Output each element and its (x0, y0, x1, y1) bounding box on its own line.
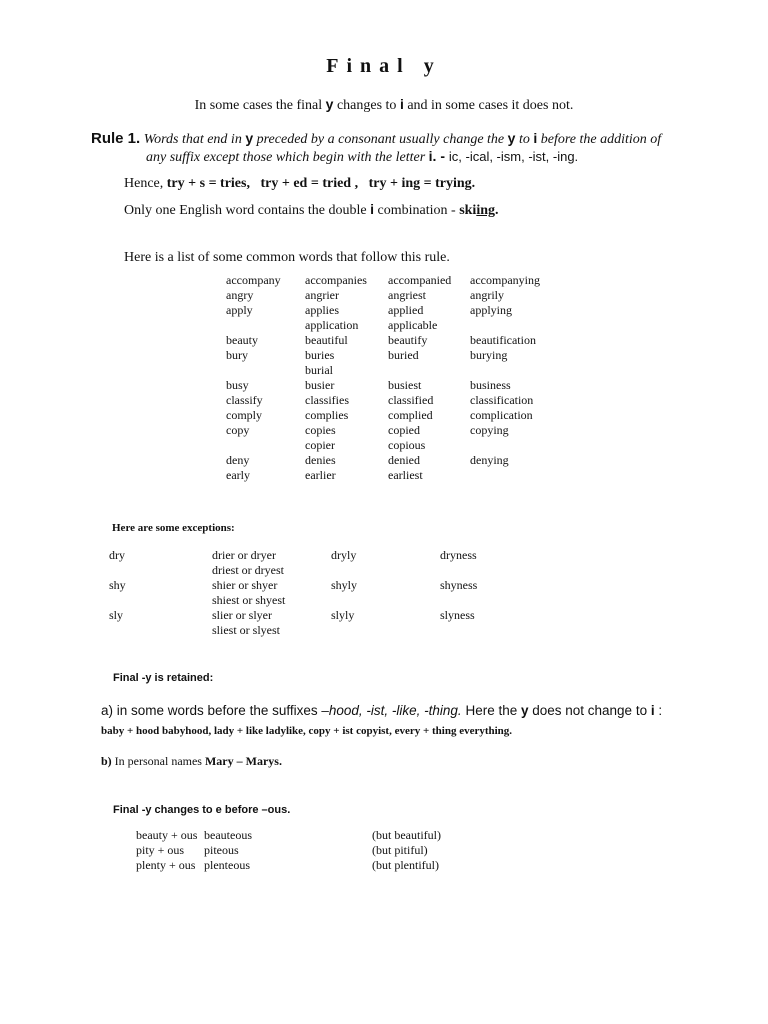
exception-row-cell (331, 593, 440, 608)
page-title: Final y (326, 55, 442, 77)
double-i-letter: i (370, 201, 375, 217)
word-row-cell: earliest (388, 468, 423, 482)
double-i-ski: ski (459, 203, 477, 218)
rule-1-line-1 (91, 130, 661, 148)
word-row-cell (470, 468, 560, 483)
retained-a-mid: Here the (461, 703, 521, 718)
exception-row (109, 563, 520, 578)
list-intro: Here is a list of some common words that follow this rule. (124, 250, 450, 265)
word-row (226, 468, 560, 483)
word-row-cell: beautification (470, 333, 536, 347)
word-row-cell: applies (305, 303, 339, 317)
word-row-cell: business (470, 378, 511, 392)
exception-row-cell: shyness (440, 578, 478, 592)
word-row-cell: copy (226, 423, 250, 437)
exception-row (109, 608, 520, 623)
word-row (226, 363, 560, 378)
word-row-cell: buries (305, 348, 335, 362)
ous-row-cell: plenty + ous (136, 858, 196, 872)
word-row-cell: angry (226, 288, 254, 302)
exceptions-heading: Here are some exceptions: (112, 522, 235, 534)
exception-row (109, 578, 520, 593)
exception-row-cell (331, 623, 440, 638)
hence-example-3: try + ing = trying. (368, 176, 476, 191)
word-row (226, 393, 560, 408)
exception-row-cell (109, 593, 212, 608)
exception-row-cell: dryly (331, 548, 357, 562)
exception-row-cell: sly (109, 608, 124, 622)
rule-1-i1: i (533, 130, 538, 146)
word-row-cell: denied (388, 453, 420, 467)
ous-row-cell: beauty + ous (136, 828, 198, 842)
rule-1-suffixes: ic, -ical, -ism, -ist, -ing. (448, 149, 579, 164)
word-row-cell: applying (470, 303, 512, 317)
word-row (226, 318, 560, 333)
exception-row (109, 593, 520, 608)
exception-row-cell: slyly (331, 608, 355, 622)
hence-example-2: try + ed = tried , (260, 176, 359, 191)
ous-table (136, 828, 472, 873)
intro-y: y (325, 96, 334, 112)
word-row-cell: bury (226, 348, 248, 362)
exception-row-cell: dry (109, 548, 125, 562)
exception-row-cell: shier or shyer (212, 578, 278, 592)
word-row-cell (470, 318, 560, 333)
word-row-cell: busier (305, 378, 335, 392)
retained-heading: Final -y is retained: (113, 672, 214, 684)
word-row-cell: burying (470, 348, 508, 362)
exception-row-cell (440, 623, 520, 638)
word-row (226, 333, 560, 348)
word-row-cell (470, 438, 560, 453)
word-row-cell: classifies (305, 393, 349, 407)
word-row-cell: accompanying (470, 273, 540, 287)
exception-row-cell: slyness (440, 608, 475, 622)
retained-a-mid2: does not change to (528, 703, 651, 718)
word-row-cell: angrier (305, 288, 339, 302)
hence-example-1: try + s = tries, (166, 176, 250, 191)
word-row (226, 303, 560, 318)
retained-a (101, 703, 662, 718)
exception-row-cell: sliest or slyest (212, 623, 280, 637)
word-row-cell: denies (305, 453, 336, 467)
word-row-cell: complied (388, 408, 433, 422)
word-row-cell: busiest (388, 378, 422, 392)
rule-1-text-3: to (515, 132, 534, 147)
word-row (226, 408, 560, 423)
ous-row-cell: (but beautiful) (372, 828, 441, 842)
word-row-cell: burial (305, 363, 333, 377)
word-row (226, 273, 560, 288)
ous-row-cell: plenteous (204, 858, 250, 872)
word-row-cell: applied (388, 303, 424, 317)
word-row-cell: copious (388, 438, 426, 452)
exception-row (109, 548, 520, 563)
word-row-cell: copier (305, 438, 335, 452)
ous-row-cell: beauteous (204, 828, 252, 842)
ous-row (136, 858, 472, 873)
word-row-cell: beautiful (305, 333, 348, 347)
exception-row-cell: shiest or shyest (212, 593, 286, 607)
exception-row-cell: dryness (440, 548, 477, 562)
word-row (226, 348, 560, 363)
hence-prefix: Hence, (124, 176, 167, 191)
ous-row (136, 843, 472, 858)
word-row-cell: angriest (388, 288, 426, 302)
exception-row-cell: slier or slyer (212, 608, 272, 622)
word-row (226, 423, 560, 438)
ous-row-cell: piteous (204, 843, 239, 857)
rule-1-y2: y (507, 130, 516, 146)
rule-1-label: Rule 1. (91, 130, 141, 147)
retained-b-text: In personal names (111, 754, 205, 768)
words-table (226, 273, 560, 483)
rule-1 (91, 130, 661, 166)
word-row-cell: application (305, 318, 359, 332)
word-row-cell (226, 363, 305, 378)
exception-row-cell (440, 593, 520, 608)
double-i-mid: combination - (374, 203, 460, 218)
word-row-cell: beautify (388, 333, 428, 347)
word-row-cell: classification (470, 393, 534, 407)
word-row-cell: apply (226, 303, 253, 317)
ous-row-cell: pity + ous (136, 843, 185, 857)
word-row-cell (226, 318, 305, 333)
word-row-cell: accompanied (388, 273, 452, 287)
rule-1-dash: - (436, 148, 449, 164)
word-row (226, 378, 560, 393)
word-row-cell: applicable (388, 318, 438, 332)
intro-text-a: In some cases the final (194, 98, 326, 113)
exception-row (109, 623, 520, 638)
word-row-cell: complication (470, 408, 533, 422)
double-i-end: . (495, 203, 499, 218)
word-row-cell: early (226, 468, 250, 482)
rule-1-line-2 (91, 148, 661, 166)
rule-1-y1: y (245, 130, 254, 146)
word-row-cell: earlier (305, 468, 336, 482)
intro-text-c: and in some cases it does not. (403, 98, 574, 113)
rule-1-text-1: Words that end in (140, 132, 246, 147)
retained-b (101, 754, 282, 769)
word-row (226, 453, 560, 468)
rule-1-line-2-text: any suffix except those which begin with the letter (146, 150, 429, 165)
ous-row-cell: (but pitiful) (372, 843, 428, 857)
exception-row-cell: drier or dryer (212, 548, 276, 562)
double-i-ing: ing (476, 203, 495, 218)
word-row-cell: beauty (226, 333, 258, 347)
word-row-cell (470, 363, 560, 378)
exception-row-cell: driest or dryest (212, 563, 284, 577)
intro-text-b: changes to (333, 98, 400, 113)
word-row (226, 288, 560, 303)
word-row-cell: copies (305, 423, 336, 437)
word-row-cell: accompanies (305, 273, 367, 287)
exception-row-cell (440, 563, 520, 578)
intro-i: i (399, 96, 404, 112)
word-row-cell: classify (226, 393, 263, 407)
rule-1-text-4: before the addition of (537, 132, 662, 147)
retained-b-names: Mary – Marys. (204, 754, 282, 768)
word-row-cell: copying (470, 423, 509, 437)
exception-row-cell (331, 563, 440, 578)
word-row-cell (226, 438, 305, 453)
word-row-cell: deny (226, 453, 250, 467)
ous-row-cell: (but plentiful) (372, 858, 439, 872)
ous-row (136, 828, 472, 843)
exception-row-cell: shy (109, 578, 126, 592)
retained-a-suffixes: –hood, -ist, -like, -thing. (321, 703, 462, 718)
rule-1-text-2: preceded by a consonant usually change the (253, 132, 508, 147)
word-row-cell: buried (388, 348, 419, 362)
exception-row-cell (109, 563, 212, 578)
retained-a-i: i (650, 703, 655, 718)
double-i-line (124, 201, 499, 219)
retained-a-y: y (520, 703, 529, 718)
retained-a-prefix: a) in some words before the suffixes (101, 703, 322, 718)
retained-a-examples: baby + hood babyhood, lady + like ladylike, copy + ist copyist, every + thing everything. (101, 725, 513, 737)
word-row-cell (388, 363, 470, 378)
word-row-cell: angrily (470, 288, 504, 302)
word-row-cell: copied (388, 423, 420, 437)
word-row-cell: denying (470, 453, 509, 467)
exception-row-cell: shyly (331, 578, 358, 592)
word-row-cell: accompany (226, 273, 281, 287)
retained-a-end: : (654, 703, 663, 718)
ous-heading: Final -y changes to e before –ous. (113, 804, 291, 816)
exception-row-cell (109, 623, 212, 638)
word-row-cell: comply (226, 408, 262, 422)
double-i-prefix: Only one English word contains the double (124, 203, 371, 218)
word-row-cell: complies (305, 408, 349, 422)
intro-line (0, 96, 768, 114)
retained-b-label: b) (101, 754, 112, 768)
exceptions-table (109, 548, 520, 638)
word-row-cell: classified (388, 393, 434, 407)
word-row (226, 438, 560, 453)
rule-1-i2: i. (428, 148, 437, 164)
hence-line (124, 176, 475, 192)
word-row-cell: busy (226, 378, 249, 392)
